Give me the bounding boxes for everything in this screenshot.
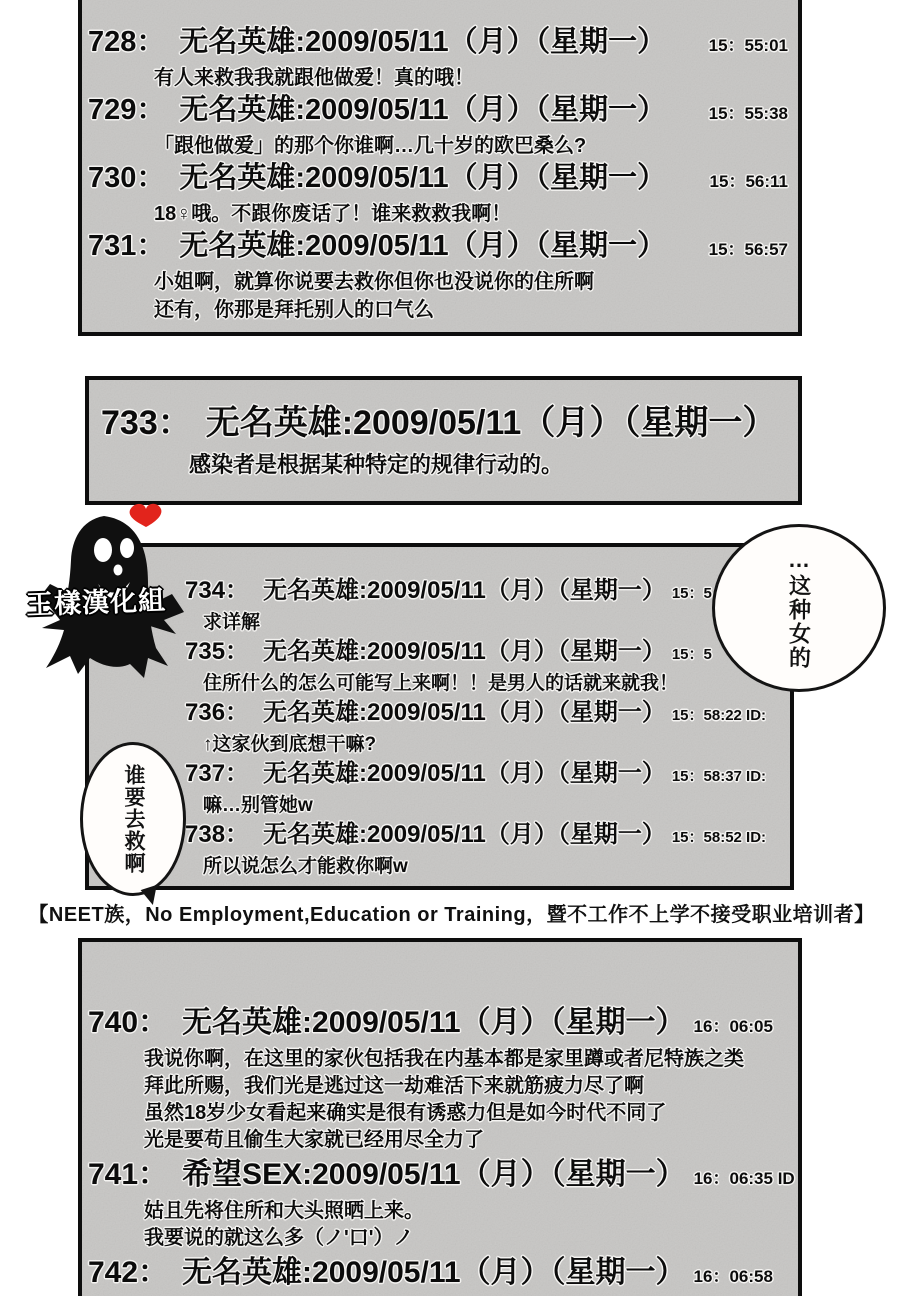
post-number: 728： bbox=[88, 26, 166, 58]
post-author-date: 无名英雄:2009/05/11（月）（星期一） bbox=[263, 821, 666, 848]
post-author-date: 无名英雄:2009/05/11（月）（星期一） bbox=[263, 638, 666, 665]
post-timestamp: 16：06:05 bbox=[693, 1017, 773, 1036]
post-body-line: 我说你啊，在这里的家伙包括我在内基本都是家里蹲或者尼特族之类 bbox=[144, 1048, 744, 1070]
forum-post bbox=[88, 1254, 794, 1296]
post-body-line: 「跟他做爱」的那个你谁啊…几十岁的欧巴桑么? bbox=[154, 135, 587, 157]
forum-post bbox=[88, 1156, 794, 1252]
post-author-date: 无名英雄:2009/05/11（月）（星期一） bbox=[182, 1256, 686, 1289]
post-header bbox=[185, 819, 790, 853]
post-body-line: 虽然18岁少女看起来确实是很有诱惑力但是如今时代不同了 bbox=[144, 1102, 667, 1124]
post-author-date: 无名英雄:2009/05/11（月）（星期一） bbox=[179, 162, 667, 194]
post-timestamp: 15：58:22 ID: bbox=[671, 707, 767, 724]
post-author-date: 无名英雄:2009/05/11（月）（星期一） bbox=[205, 404, 777, 442]
forum-post bbox=[185, 636, 790, 697]
post-timestamp: 15：56:11 bbox=[709, 172, 788, 191]
forum-post bbox=[88, 92, 788, 160]
post-body-line: 拜此所赐，我们光是逃过这一劫难活下来就筋疲力尽了啊 bbox=[144, 1075, 644, 1097]
forum-panel-1 bbox=[78, 0, 802, 336]
post-timestamp: 15：58:52 ID: bbox=[671, 829, 767, 846]
post-body-line: ↑这家伙到底想干嘛? bbox=[203, 734, 377, 755]
scanlation-group-name: 王樣漢化組 bbox=[25, 585, 167, 621]
post-header bbox=[88, 1254, 794, 1296]
heart-icon bbox=[130, 504, 162, 527]
forum-post bbox=[88, 228, 788, 324]
post-number: 740： bbox=[88, 1006, 169, 1039]
speech-bubble-right bbox=[712, 524, 886, 692]
post-author-date: 无名英雄:2009/05/11（月）（星期一） bbox=[179, 230, 667, 262]
post-number: 736： bbox=[185, 699, 250, 726]
forum-post bbox=[185, 758, 790, 819]
post-number: 742： bbox=[88, 1256, 169, 1289]
post-body-line: 还有，你那是拜托别人的口气么 bbox=[154, 299, 434, 321]
post-body-line: 感染者是根据某种特定的规律行动的。 bbox=[189, 452, 564, 477]
post-header bbox=[88, 160, 788, 200]
forum-thread-posts bbox=[82, 942, 798, 1296]
forum-thread-posts bbox=[82, 0, 798, 324]
forum-post bbox=[185, 575, 790, 636]
forum-panel-2 bbox=[85, 376, 802, 505]
forum-post bbox=[185, 697, 790, 758]
post-number: 738： bbox=[185, 821, 250, 848]
post-number: 734： bbox=[185, 577, 250, 604]
post-number: 741： bbox=[88, 1158, 169, 1191]
post-body-line: 嘛…别管她w bbox=[203, 795, 313, 816]
post-author-date: 无名英雄:2009/05/11（月）（星期一） bbox=[263, 760, 666, 787]
post-timestamp: 15：55:38 bbox=[708, 104, 788, 123]
post-body-line: 住所什么的怎么可能写上来啊！！是男人的话就来就我！ bbox=[203, 673, 679, 694]
speech-bubble-text: …这种女的 bbox=[786, 546, 812, 670]
post-header bbox=[185, 697, 790, 731]
post-author-date: 无名英雄:2009/05/11（月）（星期一） bbox=[263, 577, 666, 604]
post-body-line: 所以说怎么才能救你啊w bbox=[203, 856, 408, 877]
post-timestamp: 15：5 bbox=[671, 646, 712, 663]
post-header bbox=[88, 228, 788, 268]
post-header bbox=[88, 1156, 794, 1198]
forum-post bbox=[88, 1004, 794, 1154]
speech-bubble-text: 谁要去救啊 bbox=[122, 764, 145, 874]
post-timestamp: 16：06:58 bbox=[693, 1267, 773, 1286]
post-author-date: 无名英雄:2009/05/11（月）（星期一） bbox=[182, 1006, 686, 1039]
speech-bubble-left bbox=[80, 742, 186, 896]
post-timestamp: 15：5 bbox=[671, 585, 712, 602]
forum-post bbox=[88, 24, 788, 92]
forum-panel-4 bbox=[78, 938, 802, 1296]
forum-post bbox=[101, 402, 790, 480]
post-number: 737： bbox=[185, 760, 250, 787]
post-timestamp: 15：56:57 bbox=[708, 240, 788, 259]
post-timestamp: 15：58:37 ID: bbox=[671, 768, 767, 785]
post-header bbox=[101, 402, 790, 444]
post-body-line: 18♀哦。不跟你废话了！谁来救救我啊！ bbox=[154, 203, 512, 225]
translator-note: 【NEET族，No Employment,Education or Training，暨不工作不上学不接受职业培训者】 bbox=[28, 904, 875, 926]
post-number: 729： bbox=[88, 94, 166, 126]
post-author-date: 无名英雄:2009/05/11（月）（星期一） bbox=[263, 699, 666, 726]
post-body-line: 小姐啊，就算你说要去救你但你也没说你的住所啊 bbox=[154, 271, 594, 293]
post-number: 730： bbox=[88, 162, 166, 194]
post-author-date: 希望SEX:2009/05/11（月）（星期一） bbox=[182, 1158, 686, 1191]
forum-post bbox=[185, 819, 790, 880]
post-header bbox=[185, 758, 790, 792]
forum-post bbox=[88, 160, 788, 228]
forum-thread-posts bbox=[89, 380, 798, 480]
post-header bbox=[185, 636, 790, 670]
scanlation-logo bbox=[26, 498, 206, 678]
post-body-line: 有人来救我我就跟他做爱！真的哦！ bbox=[154, 67, 474, 89]
post-body-line: 求详解 bbox=[203, 612, 261, 633]
post-body-line: 我要说的就这么多（ノ'口'）ノ bbox=[144, 1227, 414, 1249]
post-body-line: 光是要苟且偷生大家就已经用尽全力了 bbox=[144, 1129, 484, 1151]
post-number: 733： bbox=[101, 404, 192, 442]
post-header bbox=[88, 92, 788, 132]
post-author-date: 无名英雄:2009/05/11（月）（星期一） bbox=[179, 94, 667, 126]
post-body-line: 姑且先将住所和大头照晒上来。 bbox=[144, 1200, 424, 1222]
post-header bbox=[185, 575, 790, 609]
post-timestamp: 16：06:35 ID bbox=[693, 1169, 795, 1188]
post-timestamp: 15：55:01 bbox=[708, 36, 788, 55]
post-header bbox=[88, 24, 788, 64]
post-number: 731： bbox=[88, 230, 166, 262]
post-header bbox=[88, 1004, 794, 1046]
post-author-date: 无名英雄:2009/05/11（月）（星期一） bbox=[179, 26, 667, 58]
post-number: 735： bbox=[185, 638, 250, 665]
